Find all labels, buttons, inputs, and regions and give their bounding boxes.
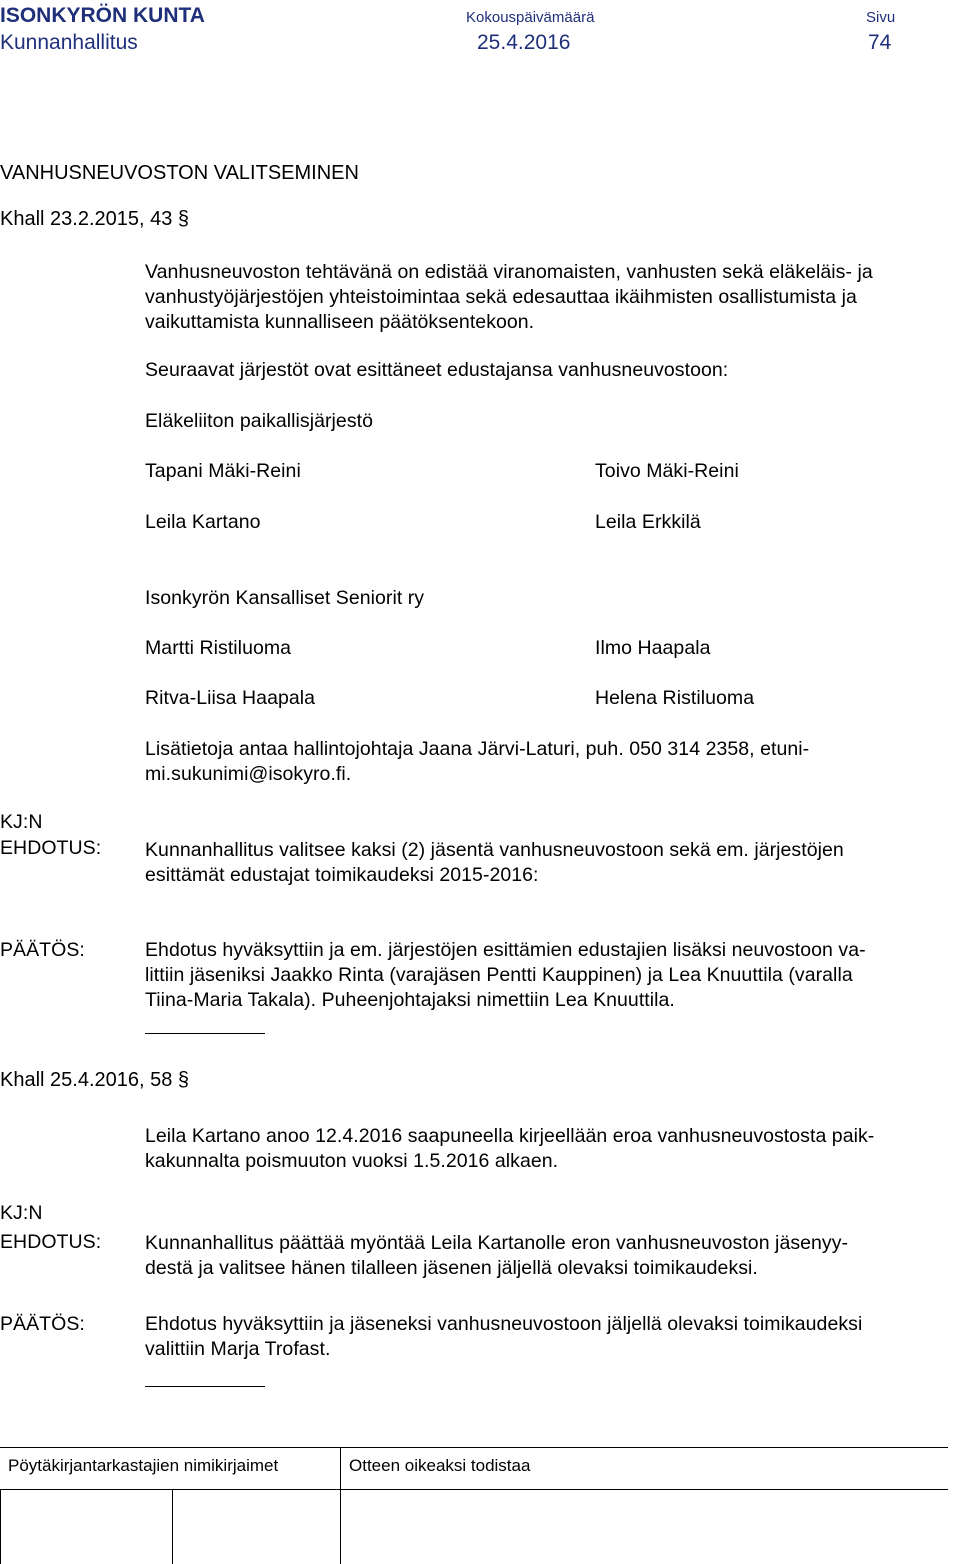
organization-name: ISONKYRÖN KUNTA bbox=[0, 4, 205, 27]
proposal-label: EHDOTUS: bbox=[0, 837, 102, 859]
end-rule bbox=[145, 1033, 265, 1034]
committee-name: Kunnanhallitus bbox=[0, 31, 138, 54]
decision-line: Ehdotus hyväksyttiin ja jäseneksi vanhusneuvostoon jäljellä olevaksi toimikaudeksi bbox=[145, 1313, 863, 1335]
signatures-label: Pöytäkirjantarkastajien nimikirjaimet bbox=[8, 1456, 279, 1475]
proposal-line: Kunnanhallitus valitsee kaksi (2) jäsentä vanhusneuvostoon sekä em. järjestöjen bbox=[145, 839, 844, 861]
footer-rule bbox=[0, 1447, 948, 1448]
decision-label: PÄÄTÖS: bbox=[0, 939, 85, 961]
contact-info-line: mi.sukunimi@isokyro.fi. bbox=[145, 763, 352, 785]
certified-label: Otteen oikeaksi todistaa bbox=[349, 1456, 531, 1475]
reference-2016: Khall 25.4.2016, 58 § bbox=[0, 1069, 190, 1091]
proposal-label: EHDOTUS: bbox=[0, 1231, 102, 1253]
footer-divider bbox=[340, 1489, 341, 1564]
decision-line: Ehdotus hyväksyttiin ja em. järjestöjen esittämien edustajien lisäksi neuvostoon va- bbox=[145, 939, 866, 961]
footer-rule bbox=[0, 1489, 948, 1490]
organizations-intro: Seuraavat järjestöt ovat esittäneet edustajansa vanhusneuvostoon: bbox=[145, 359, 729, 381]
deputy-name: Helena Ristiluoma bbox=[595, 687, 755, 709]
member-name: Leila Kartano bbox=[145, 511, 261, 533]
deputy-name: Toivo Mäki-Reini bbox=[595, 460, 739, 482]
proposal-line: Kunnanhallitus päättää myöntää Leila Kartanolle eron vanhusneuvoston jäsenyy- bbox=[145, 1232, 849, 1254]
member-name: Martti Ristiluoma bbox=[145, 637, 292, 659]
deputy-name: Leila Erkkilä bbox=[595, 511, 701, 533]
intro-line: Vanhusneuvoston tehtävänä on edistää viranomaisten, vanhusten sekä eläkeläis- ja bbox=[145, 261, 873, 283]
request-line: kakunnalta poismuuton vuoksi 1.5.2016 alkaen. bbox=[145, 1150, 559, 1172]
organization-name: Eläkeliiton paikallisjärjestö bbox=[145, 410, 373, 432]
proposal-line: destä ja valitsee hänen tilalleen jäsenen jäljellä olevaksi toimikaudeksi. bbox=[145, 1257, 758, 1279]
end-rule bbox=[145, 1386, 265, 1387]
decision-label: PÄÄTÖS: bbox=[0, 1313, 85, 1335]
decision-line: littiin jäseniksi Jaakko Rinta (varajäsen Pentti Kauppinen) ja Lea Knuuttila (varalla bbox=[145, 964, 853, 986]
request-line: Leila Kartano anoo 12.4.2016 saapuneella kirjeellään eroa vanhusneuvostosta paik- bbox=[145, 1125, 875, 1147]
section-title: VANHUSNEUVOSTON VALITSEMINEN bbox=[0, 162, 359, 184]
decision-line: Tiina-Maria Takala). Puheenjohtajaksi nimettiin Lea Knuuttila. bbox=[145, 989, 675, 1011]
page-label: Sivu bbox=[866, 9, 896, 26]
reference-2015: Khall 23.2.2015, 43 § bbox=[0, 208, 190, 230]
decision-line: valittiin Marja Trofast. bbox=[145, 1338, 331, 1360]
contact-info-line: Lisätietoja antaa hallintojohtaja Jaana Järvi-Laturi, puh. 050 314 2358, etuni- bbox=[145, 738, 810, 760]
meeting-date: 25.4.2016 bbox=[477, 31, 571, 54]
deputy-name: Ilmo Haapala bbox=[595, 637, 711, 659]
intro-line: vaikuttamista kunnalliseen päätöksentekoon. bbox=[145, 311, 535, 333]
footer-divider bbox=[340, 1447, 341, 1489]
organization-name: Isonkyrön Kansalliset Seniorit ry bbox=[145, 587, 425, 609]
member-name: Tapani Mäki-Reini bbox=[145, 460, 301, 482]
intro-line: vanhustyöjärjestöjen yhteistoimintaa sekä edesauttaa ikäihmisten osallistumista ja bbox=[145, 286, 857, 308]
proposal-line: esittämät edustajat toimikaudeksi 2015-2016: bbox=[145, 864, 539, 886]
footer-box-edge bbox=[0, 1489, 1, 1564]
proposal-label-kjn: KJ:N bbox=[0, 1202, 43, 1224]
proposal-label-kjn: KJ:N bbox=[0, 811, 43, 833]
member-name: Ritva-Liisa Haapala bbox=[145, 687, 316, 709]
signature-box-divider bbox=[172, 1489, 173, 1564]
meeting-date-label: Kokouspäivämäärä bbox=[466, 9, 595, 26]
page-number: 74 bbox=[868, 31, 892, 54]
